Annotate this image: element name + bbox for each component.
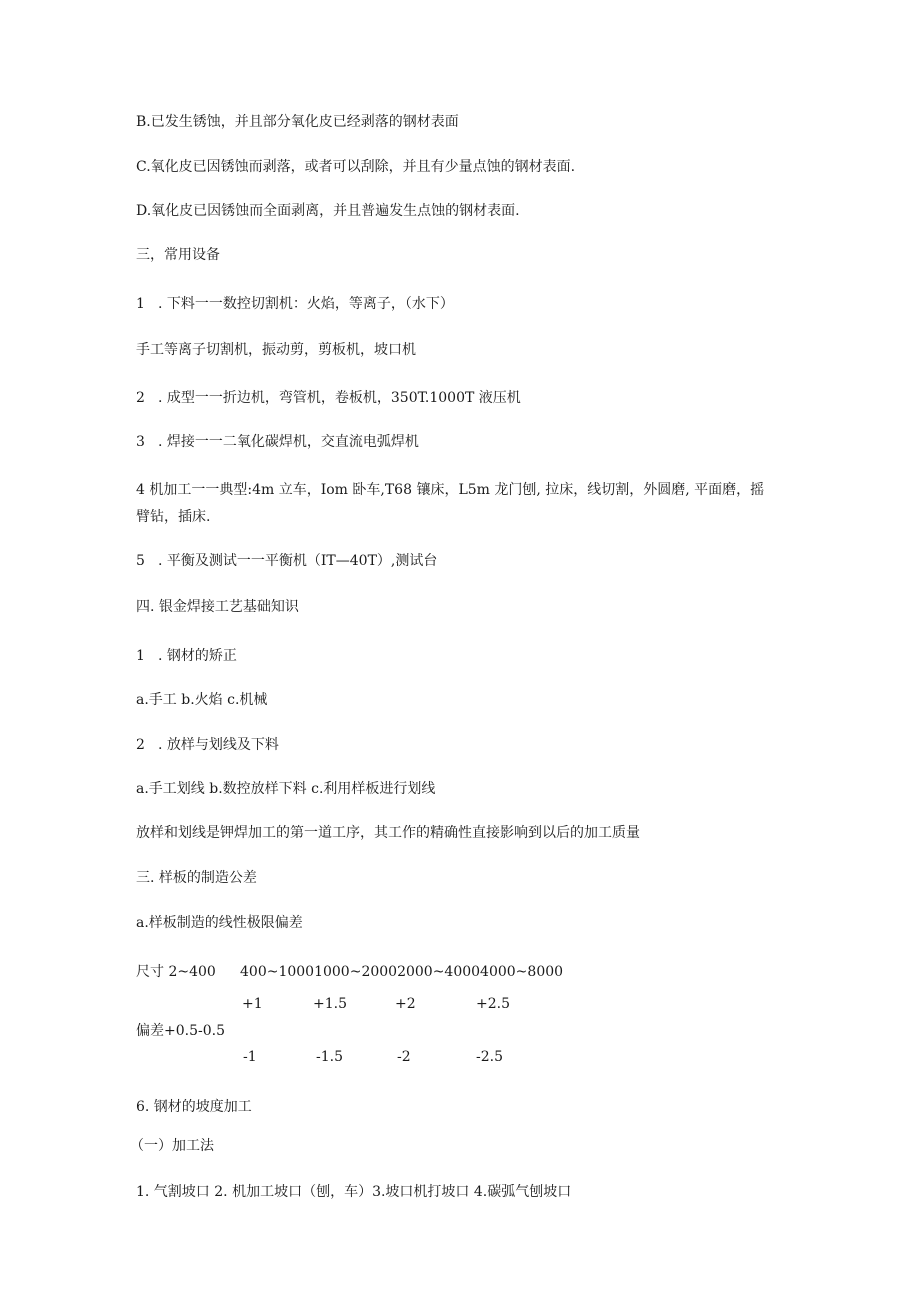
table-plus-2: +1.5 xyxy=(313,996,347,1012)
paragraph-bevel-methods: 1. 气割坡口 2. 机加工坡口（刨，车）3.坡口机打坡口 4.碳弧气刨坡口 xyxy=(136,1184,572,1200)
list-item-layout xyxy=(136,735,279,755)
list-item-5 xyxy=(136,551,437,571)
list-number: 1 xyxy=(136,648,145,664)
table-plus-3: +2 xyxy=(395,996,416,1012)
list-text: . 成型一一折边机，弯管机，卷板机，350T.1000T 液压机 xyxy=(158,390,521,406)
section-heading-welding: 四. 银金焊接工艺基础知识 xyxy=(136,599,299,615)
paragraph-b: B.已发生锈蚀，并且部分氧化皮已经剥落的钢材表面 xyxy=(136,114,459,130)
paragraph-marking-methods: a.手工划线 b.数控放样下料 c.利用样板进行划线 xyxy=(136,781,436,797)
table-size-label: 尺寸 2~400 xyxy=(136,964,216,980)
table-minus-4: -2.5 xyxy=(476,1049,503,1065)
list-item-3 xyxy=(136,432,419,452)
table-minus-3: -2 xyxy=(397,1049,411,1065)
section-heading-bevel: 6. 钢材的坡度加工 xyxy=(136,1099,252,1115)
section-heading-equipment: 三，常用设备 xyxy=(136,247,220,263)
list-item-2 xyxy=(136,388,521,408)
list-text: . 平衡及测试一一平衡机（IT—40T）,测试台 xyxy=(158,553,438,569)
list-text: . 下料一一数控切割机：火焰，等离子，（水下） xyxy=(158,296,454,312)
table-plus-1: +1 xyxy=(242,996,263,1012)
section-heading-template: 三. 样板的制造公差 xyxy=(136,870,257,886)
list-number: 3 xyxy=(136,434,145,450)
list-number: 1 xyxy=(136,296,145,312)
table-plus-4: +2.5 xyxy=(476,996,510,1012)
list-item-4: 4 机加工一一典型:4m 立车，Iom 卧车,T68 镶床，L5m 龙门刨, 拉床，线切割，外圆磨, 平面磨，摇臂钻，插床. xyxy=(136,482,765,525)
list-text: . 焊接一一二氧化碳焊机，交直流电弧焊机 xyxy=(158,434,419,450)
list-item-1 xyxy=(136,294,454,314)
paragraph-c: C.氧化皮已因锈蚀而剥落，或者可以刮除，并且有少量点蚀的钢材表面. xyxy=(136,159,576,175)
paragraph-cutting-machines: 手工等离子切割机，振动剪，剪板机，坡口机 xyxy=(136,342,416,358)
table-minus-1: -1 xyxy=(243,1049,257,1065)
table-size-ranges: 400~10001000~20002000~40004000~8000 xyxy=(240,964,564,980)
list-item-straightening xyxy=(136,646,237,666)
list-number: 2 xyxy=(136,737,145,753)
paragraph-d: D.氧化皮已因锈蚀而全面剥离，并且普遍发生点蚀的钢材表面. xyxy=(136,203,520,219)
list-number: 5 xyxy=(136,553,145,569)
list-number: 2 xyxy=(136,390,145,406)
paragraph-layout-note: 放样和划线是钾焊加工的第一道工序，其工作的精确性直接影响到以后的加工质量 xyxy=(136,825,640,841)
subheading-methods: （一）加工法 xyxy=(130,1138,214,1154)
list-text: . 放样与划线及下料 xyxy=(158,737,279,753)
table-minus-2: -1.5 xyxy=(316,1049,343,1065)
list-text: . 钢材的矫正 xyxy=(158,648,237,664)
table-title: a.样板制造的线性极限偏差 xyxy=(136,915,303,931)
table-dev-label: 偏差+0.5-0.5 xyxy=(136,1023,225,1039)
paragraph-straightening-methods: a.手工 b.火焰 c.机械 xyxy=(136,692,268,708)
